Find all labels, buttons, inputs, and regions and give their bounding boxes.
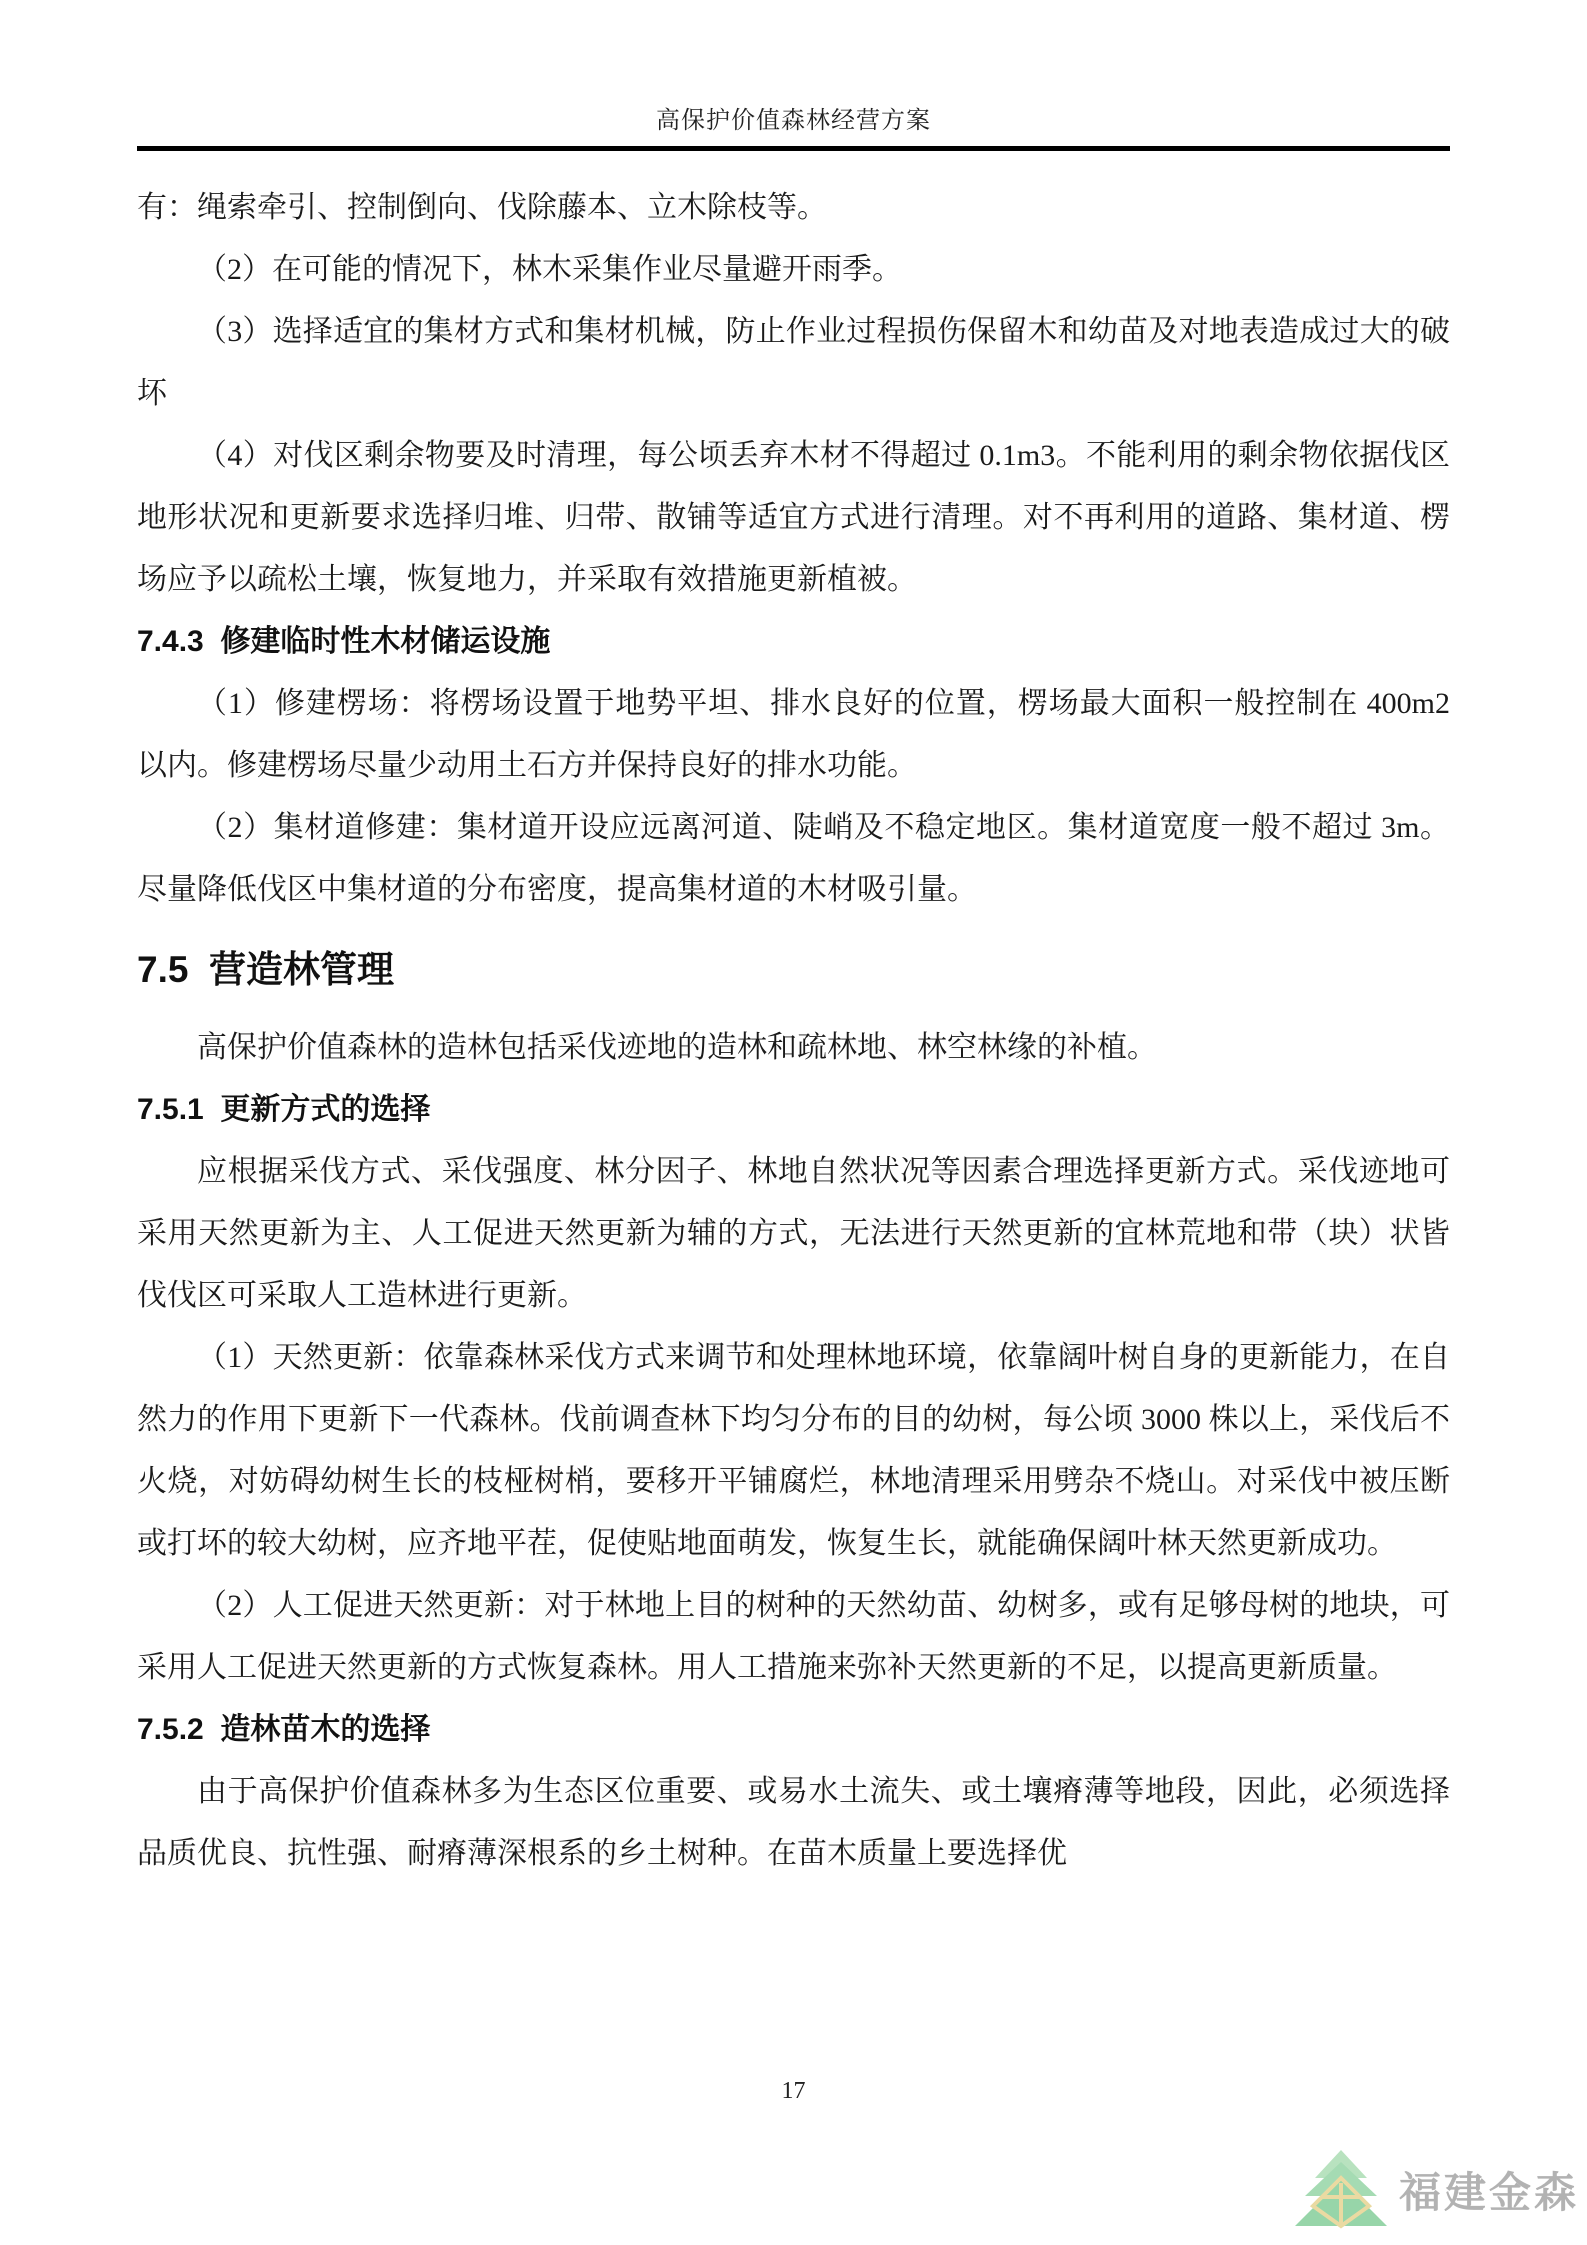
paragraph: （2）集材道修建：集材道开设应远离河道、陡峭及不稳定地区。集材道宽度一般不超过 3m。尽量降低伐区中集材道的分布密度，提高集材道的木材吸引量。 (137, 811, 1450, 906)
paragraph: 高保护价值森林的造林包括采伐迹地的造林和疏林地、林空林缘的补植。 (197, 1031, 1157, 1064)
header-divider-line (137, 146, 1450, 151)
pine-tree-logo-icon (1293, 2150, 1389, 2235)
page-number: 17 (781, 2078, 806, 2104)
company-logo-text: 福建金森 (1398, 2168, 1579, 2216)
section-heading-7-5: 7.5 营造林管理 (137, 949, 394, 990)
section-heading-7-4-3: 7.4.3 修建临时性木材储运设施 (137, 625, 551, 658)
page-header (137, 0, 1450, 151)
paragraph-continuation: 有：绳索牵引、控制倒向、伐除藤本、立木除枝等。 (137, 191, 827, 224)
page-header-title: 高保护价值森林经营方案 (656, 108, 931, 134)
paragraph: （2）在可能的情况下，林木采集作业尽量避开雨季。 (197, 253, 902, 286)
document-body (137, 177, 1450, 1885)
section-heading-7-5-1: 7.5.1 更新方式的选择 (137, 1093, 431, 1126)
content-column (137, 0, 1450, 1885)
company-logo (1293, 2150, 1579, 2235)
paragraph: （2）人工促进天然更新：对于林地上目的树种的天然幼苗、幼树多，或有足够母树的地块，可采用人工促进天然更新的方式恢复森林。用人工措施来弥补天然更新的不足，以提高更新质量。 (137, 1589, 1450, 1684)
paragraph: 由于高保护价值森林多为生态区位重要、或易水土流失、或土壤瘠薄等地段，因此，必须选择品质优良、抗性强、耐瘠薄深根系的乡土树种。在苗木质量上要选择优 (137, 1775, 1450, 1870)
paragraph: （1）修建楞场：将楞场设置于地势平坦、排水良好的位置，楞场最大面积一般控制在 400m2 以内。修建楞场尽量少动用土石方并保持良好的排水功能。 (137, 687, 1450, 782)
paragraph: （4）对伐区剩余物要及时清理，每公顷丢弃木材不得超过 0.1m3。不能利用的剩余物依据伐区地形状况和更新要求选择归堆、归带、散铺等适宜方式进行清理。对不再利用的道路、集材道、楞场应予以疏松土壤，恢复地力，并采取有效措施更新植被。 (137, 439, 1450, 596)
paragraph: 应根据采伐方式、采伐强度、林分因子、林地自然状况等因素合理选择更新方式。采伐迹地可采用天然更新为主、人工促进天然更新为辅的方式，无法进行天然更新的宜林荒地和带（块）状皆伐伐区可采取人工造林进行更新。 (137, 1155, 1450, 1312)
section-heading-7-5-2: 7.5.2 造林苗木的选择 (137, 1713, 431, 1746)
paragraph: （1）天然更新：依靠森林采伐方式来调节和处理林地环境，依靠阔叶树自身的更新能力，在自然力的作用下更新下一代森林。伐前调查林下均匀分布的目的幼树，每公顷 3000 株以上，采伐后不火烧，对妨碍幼树生长的枝桠树梢，要移开平铺腐烂，林地清理采用劈杂不烧山。对采伐中被压断或打坏的较大幼树，应齐地平茬，促使贴地面萌发，恢复生长，就能确保阔叶林天然更新成功。 (137, 1341, 1450, 1560)
paragraph: （3）选择适宜的集材方式和集材机械，防止作业过程损伤保留木和幼苗及对地表造成过大的破坏 (137, 315, 1450, 410)
